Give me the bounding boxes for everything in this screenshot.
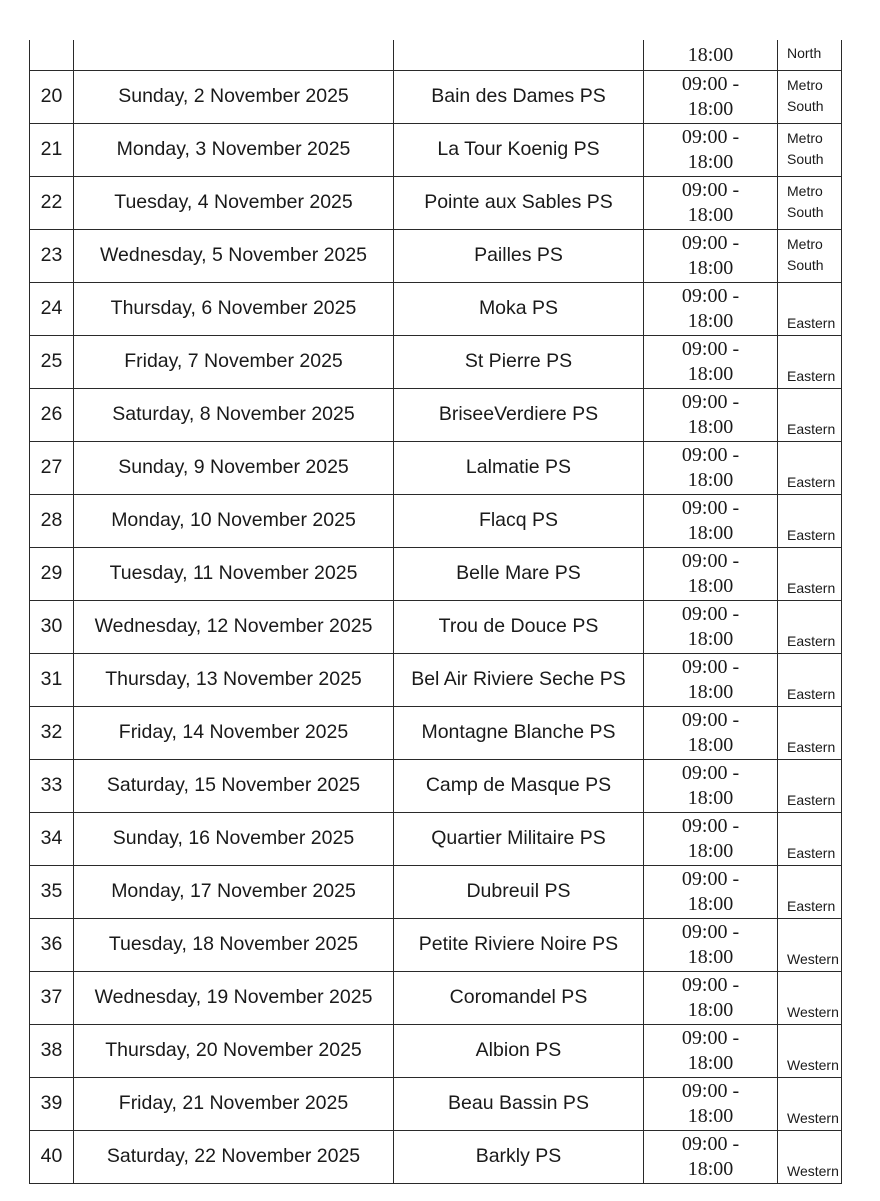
region-line-2: Western — [787, 950, 839, 967]
row-number-cell: 21 — [30, 123, 74, 176]
region-line-2: Eastern — [787, 844, 836, 861]
row-number-cell: 24 — [30, 282, 74, 335]
region-line-2: Eastern — [787, 632, 836, 649]
time-end: 18:00 — [687, 43, 734, 66]
venue-cell: Coromandel PS — [394, 971, 644, 1024]
time-cell — [644, 759, 778, 812]
time-start: 09:00 - — [681, 443, 740, 466]
table-row — [30, 1130, 842, 1183]
venue-cell: Camp de Masque PS — [394, 759, 644, 812]
time-start: 09:00 - — [681, 814, 740, 837]
region-line-1: Metro — [787, 182, 823, 199]
time-end: 18:00 — [687, 786, 734, 809]
time-cell — [644, 812, 778, 865]
time-end: 18:00 — [687, 574, 734, 597]
row-number-cell: 23 — [30, 229, 74, 282]
region-cell — [778, 388, 842, 441]
row-number-cell — [30, 40, 74, 70]
row-number-cell: 33 — [30, 759, 74, 812]
region-line-2: Eastern — [787, 420, 836, 437]
region-line-2: Western — [787, 1109, 839, 1126]
time-end: 18:00 — [687, 97, 734, 120]
venue-cell: Dubreuil PS — [394, 865, 644, 918]
row-number-cell: 32 — [30, 706, 74, 759]
time-start: 09:00 - — [681, 1026, 740, 1049]
time-start: 09:00 - — [681, 337, 740, 360]
time-start: 09:00 - — [681, 1079, 740, 1102]
date-cell: Tuesday, 11 November 2025 — [74, 547, 394, 600]
time-cell — [644, 282, 778, 335]
region-line-2: South — [787, 150, 824, 167]
venue-cell: Flacq PS — [394, 494, 644, 547]
row-number-cell: 31 — [30, 653, 74, 706]
table-row — [30, 812, 842, 865]
date-cell: Monday, 17 November 2025 — [74, 865, 394, 918]
venue-cell: Lalmatie PS — [394, 441, 644, 494]
time-end: 18:00 — [687, 150, 734, 173]
time-cell — [644, 335, 778, 388]
region-cell — [778, 441, 842, 494]
region-line-1: Metro — [787, 76, 823, 93]
row-number-cell: 27 — [30, 441, 74, 494]
row-number-cell: 39 — [30, 1077, 74, 1130]
region-line-2: South — [787, 203, 824, 220]
time-start: 09:00 - — [681, 390, 740, 413]
time-cell — [644, 1130, 778, 1183]
time-end: 18:00 — [687, 945, 734, 968]
region-cell — [778, 123, 842, 176]
region-line-2: South — [787, 97, 824, 114]
time-end: 18:00 — [687, 362, 734, 385]
region-line-2: Western — [787, 1162, 839, 1179]
time-cell — [644, 865, 778, 918]
table-row — [30, 1024, 842, 1077]
time-cell — [644, 706, 778, 759]
row-number-cell: 25 — [30, 335, 74, 388]
region-cell — [778, 282, 842, 335]
time-start: 09:00 - — [681, 602, 740, 625]
region-line-2: Eastern — [787, 579, 836, 596]
date-cell: Monday, 3 November 2025 — [74, 123, 394, 176]
time-cell — [644, 70, 778, 123]
time-cell — [644, 918, 778, 971]
time-start: 09:00 - — [681, 1132, 740, 1155]
time-end: 18:00 — [687, 256, 734, 279]
table-row — [30, 1077, 842, 1130]
time-end: 18:00 — [687, 839, 734, 862]
time-cell — [644, 441, 778, 494]
time-end: 18:00 — [687, 309, 734, 332]
region-cell — [778, 40, 842, 70]
region-line-1: Metro — [787, 129, 823, 146]
region-line-2: Eastern — [787, 526, 836, 543]
row-number-cell: 22 — [30, 176, 74, 229]
row-number-cell: 35 — [30, 865, 74, 918]
table-row — [30, 865, 842, 918]
time-start: 09:00 - — [681, 72, 740, 95]
time-cell — [644, 547, 778, 600]
time-cell — [644, 653, 778, 706]
table-row — [30, 971, 842, 1024]
region-cell — [778, 229, 842, 282]
row-number-cell: 38 — [30, 1024, 74, 1077]
region-line-2: Eastern — [787, 473, 836, 490]
venue-cell: Quartier Militaire PS — [394, 812, 644, 865]
venue-cell: Moka PS — [394, 282, 644, 335]
time-start: 09:00 - — [681, 284, 740, 307]
date-cell: Tuesday, 4 November 2025 — [74, 176, 394, 229]
row-number-cell: 34 — [30, 812, 74, 865]
date-cell: Thursday, 20 November 2025 — [74, 1024, 394, 1077]
time-cell — [644, 123, 778, 176]
row-number-cell: 30 — [30, 600, 74, 653]
region-cell — [778, 1024, 842, 1077]
region-cell — [778, 1130, 842, 1183]
time-end: 18:00 — [687, 680, 734, 703]
region-line-2: Eastern — [787, 738, 836, 755]
time-end: 18:00 — [687, 1051, 734, 1074]
region-line-2: Eastern — [787, 897, 836, 914]
row-number-cell: 20 — [30, 70, 74, 123]
time-start: 09:00 - — [681, 496, 740, 519]
table-row — [30, 388, 842, 441]
region-cell — [778, 759, 842, 812]
table-row — [30, 706, 842, 759]
date-cell: Sunday, 2 November 2025 — [74, 70, 394, 123]
row-number-cell: 28 — [30, 494, 74, 547]
time-cell — [644, 971, 778, 1024]
time-end: 18:00 — [687, 998, 734, 1021]
schedule-table — [29, 40, 842, 1184]
venue-cell: Bel Air Riviere Seche PS — [394, 653, 644, 706]
region-cell — [778, 600, 842, 653]
venue-cell: Barkly PS — [394, 1130, 644, 1183]
time-start: 09:00 - — [681, 231, 740, 254]
venue-cell: Montagne Blanche PS — [394, 706, 644, 759]
time-start: 09:00 - — [681, 655, 740, 678]
date-cell: Thursday, 13 November 2025 — [74, 653, 394, 706]
date-cell: Tuesday, 18 November 2025 — [74, 918, 394, 971]
table-row — [30, 547, 842, 600]
time-cell — [644, 1077, 778, 1130]
region-cell — [778, 653, 842, 706]
table-row — [30, 918, 842, 971]
region-cell — [778, 918, 842, 971]
venue-cell: Bain des Dames PS — [394, 70, 644, 123]
region-cell — [778, 547, 842, 600]
time-end: 18:00 — [687, 892, 734, 915]
time-cell — [644, 494, 778, 547]
region-cell — [778, 335, 842, 388]
venue-cell: Pointe aux Sables PS — [394, 176, 644, 229]
venue-cell: Pailles PS — [394, 229, 644, 282]
region-cell — [778, 176, 842, 229]
time-end: 18:00 — [687, 1104, 734, 1127]
time-start: 09:00 - — [681, 178, 740, 201]
time-start: 09:00 - — [681, 973, 740, 996]
date-cell: Friday, 14 November 2025 — [74, 706, 394, 759]
time-cell — [644, 388, 778, 441]
venue-cell: BriseeVerdiere PS — [394, 388, 644, 441]
time-start: 09:00 - — [681, 920, 740, 943]
table-row — [30, 600, 842, 653]
date-cell: Saturday, 22 November 2025 — [74, 1130, 394, 1183]
region-cell — [778, 494, 842, 547]
table-row — [30, 441, 842, 494]
time-start: 09:00 - — [681, 125, 740, 148]
venue-cell: Beau Bassin PS — [394, 1077, 644, 1130]
row-number-cell: 40 — [30, 1130, 74, 1183]
date-cell: Wednesday, 19 November 2025 — [74, 971, 394, 1024]
region-cell — [778, 865, 842, 918]
schedule-body — [30, 40, 842, 1183]
date-cell: Wednesday, 12 November 2025 — [74, 600, 394, 653]
time-start: 09:00 - — [681, 549, 740, 572]
date-cell: Sunday, 9 November 2025 — [74, 441, 394, 494]
region-line-2: Western — [787, 1056, 839, 1073]
region-line-2: Western — [787, 1003, 839, 1020]
region-label: North — [787, 44, 822, 61]
time-cell — [644, 600, 778, 653]
time-end: 18:00 — [687, 415, 734, 438]
region-cell — [778, 1077, 842, 1130]
time-cell — [644, 176, 778, 229]
table-row — [30, 759, 842, 812]
venue-cell — [394, 40, 644, 70]
venue-cell: Petite Riviere Noire PS — [394, 918, 644, 971]
time-cell — [644, 229, 778, 282]
region-line-2: Eastern — [787, 791, 836, 808]
table-row — [30, 123, 842, 176]
date-cell: Friday, 7 November 2025 — [74, 335, 394, 388]
venue-cell: Belle Mare PS — [394, 547, 644, 600]
venue-cell: La Tour Koenig PS — [394, 123, 644, 176]
time-end: 18:00 — [687, 203, 734, 226]
time-start: 09:00 - — [681, 867, 740, 890]
region-cell — [778, 70, 842, 123]
time-end: 18:00 — [687, 1157, 734, 1180]
region-line-2: Eastern — [787, 367, 836, 384]
table-row — [30, 653, 842, 706]
row-number-cell: 26 — [30, 388, 74, 441]
time-end: 18:00 — [687, 627, 734, 650]
date-cell: Saturday, 8 November 2025 — [74, 388, 394, 441]
table-row — [30, 70, 842, 123]
venue-cell: Albion PS — [394, 1024, 644, 1077]
table-row — [30, 229, 842, 282]
time-cell — [644, 1024, 778, 1077]
region-line-1: Metro — [787, 235, 823, 252]
date-cell: Monday, 10 November 2025 — [74, 494, 394, 547]
time-cell — [644, 40, 778, 70]
row-number-cell: 36 — [30, 918, 74, 971]
time-end: 18:00 — [687, 733, 734, 756]
region-line-2: South — [787, 256, 824, 273]
date-cell: Sunday, 16 November 2025 — [74, 812, 394, 865]
table-row — [30, 282, 842, 335]
region-line-2: Eastern — [787, 685, 836, 702]
table-row — [30, 335, 842, 388]
region-line-2: Eastern — [787, 314, 836, 331]
region-cell — [778, 812, 842, 865]
row-number-cell: 37 — [30, 971, 74, 1024]
time-end: 18:00 — [687, 468, 734, 491]
date-cell: Friday, 21 November 2025 — [74, 1077, 394, 1130]
time-end: 18:00 — [687, 521, 734, 544]
table-row — [30, 494, 842, 547]
table-row — [30, 176, 842, 229]
time-start: 09:00 - — [681, 761, 740, 784]
date-cell: Saturday, 15 November 2025 — [74, 759, 394, 812]
date-cell: Wednesday, 5 November 2025 — [74, 229, 394, 282]
region-cell — [778, 706, 842, 759]
time-start: 09:00 - — [681, 708, 740, 731]
venue-cell: Trou de Douce PS — [394, 600, 644, 653]
date-cell: Thursday, 6 November 2025 — [74, 282, 394, 335]
row-number-cell: 29 — [30, 547, 74, 600]
date-cell — [74, 40, 394, 70]
continued-row — [30, 40, 842, 70]
region-cell — [778, 971, 842, 1024]
venue-cell: St Pierre PS — [394, 335, 644, 388]
